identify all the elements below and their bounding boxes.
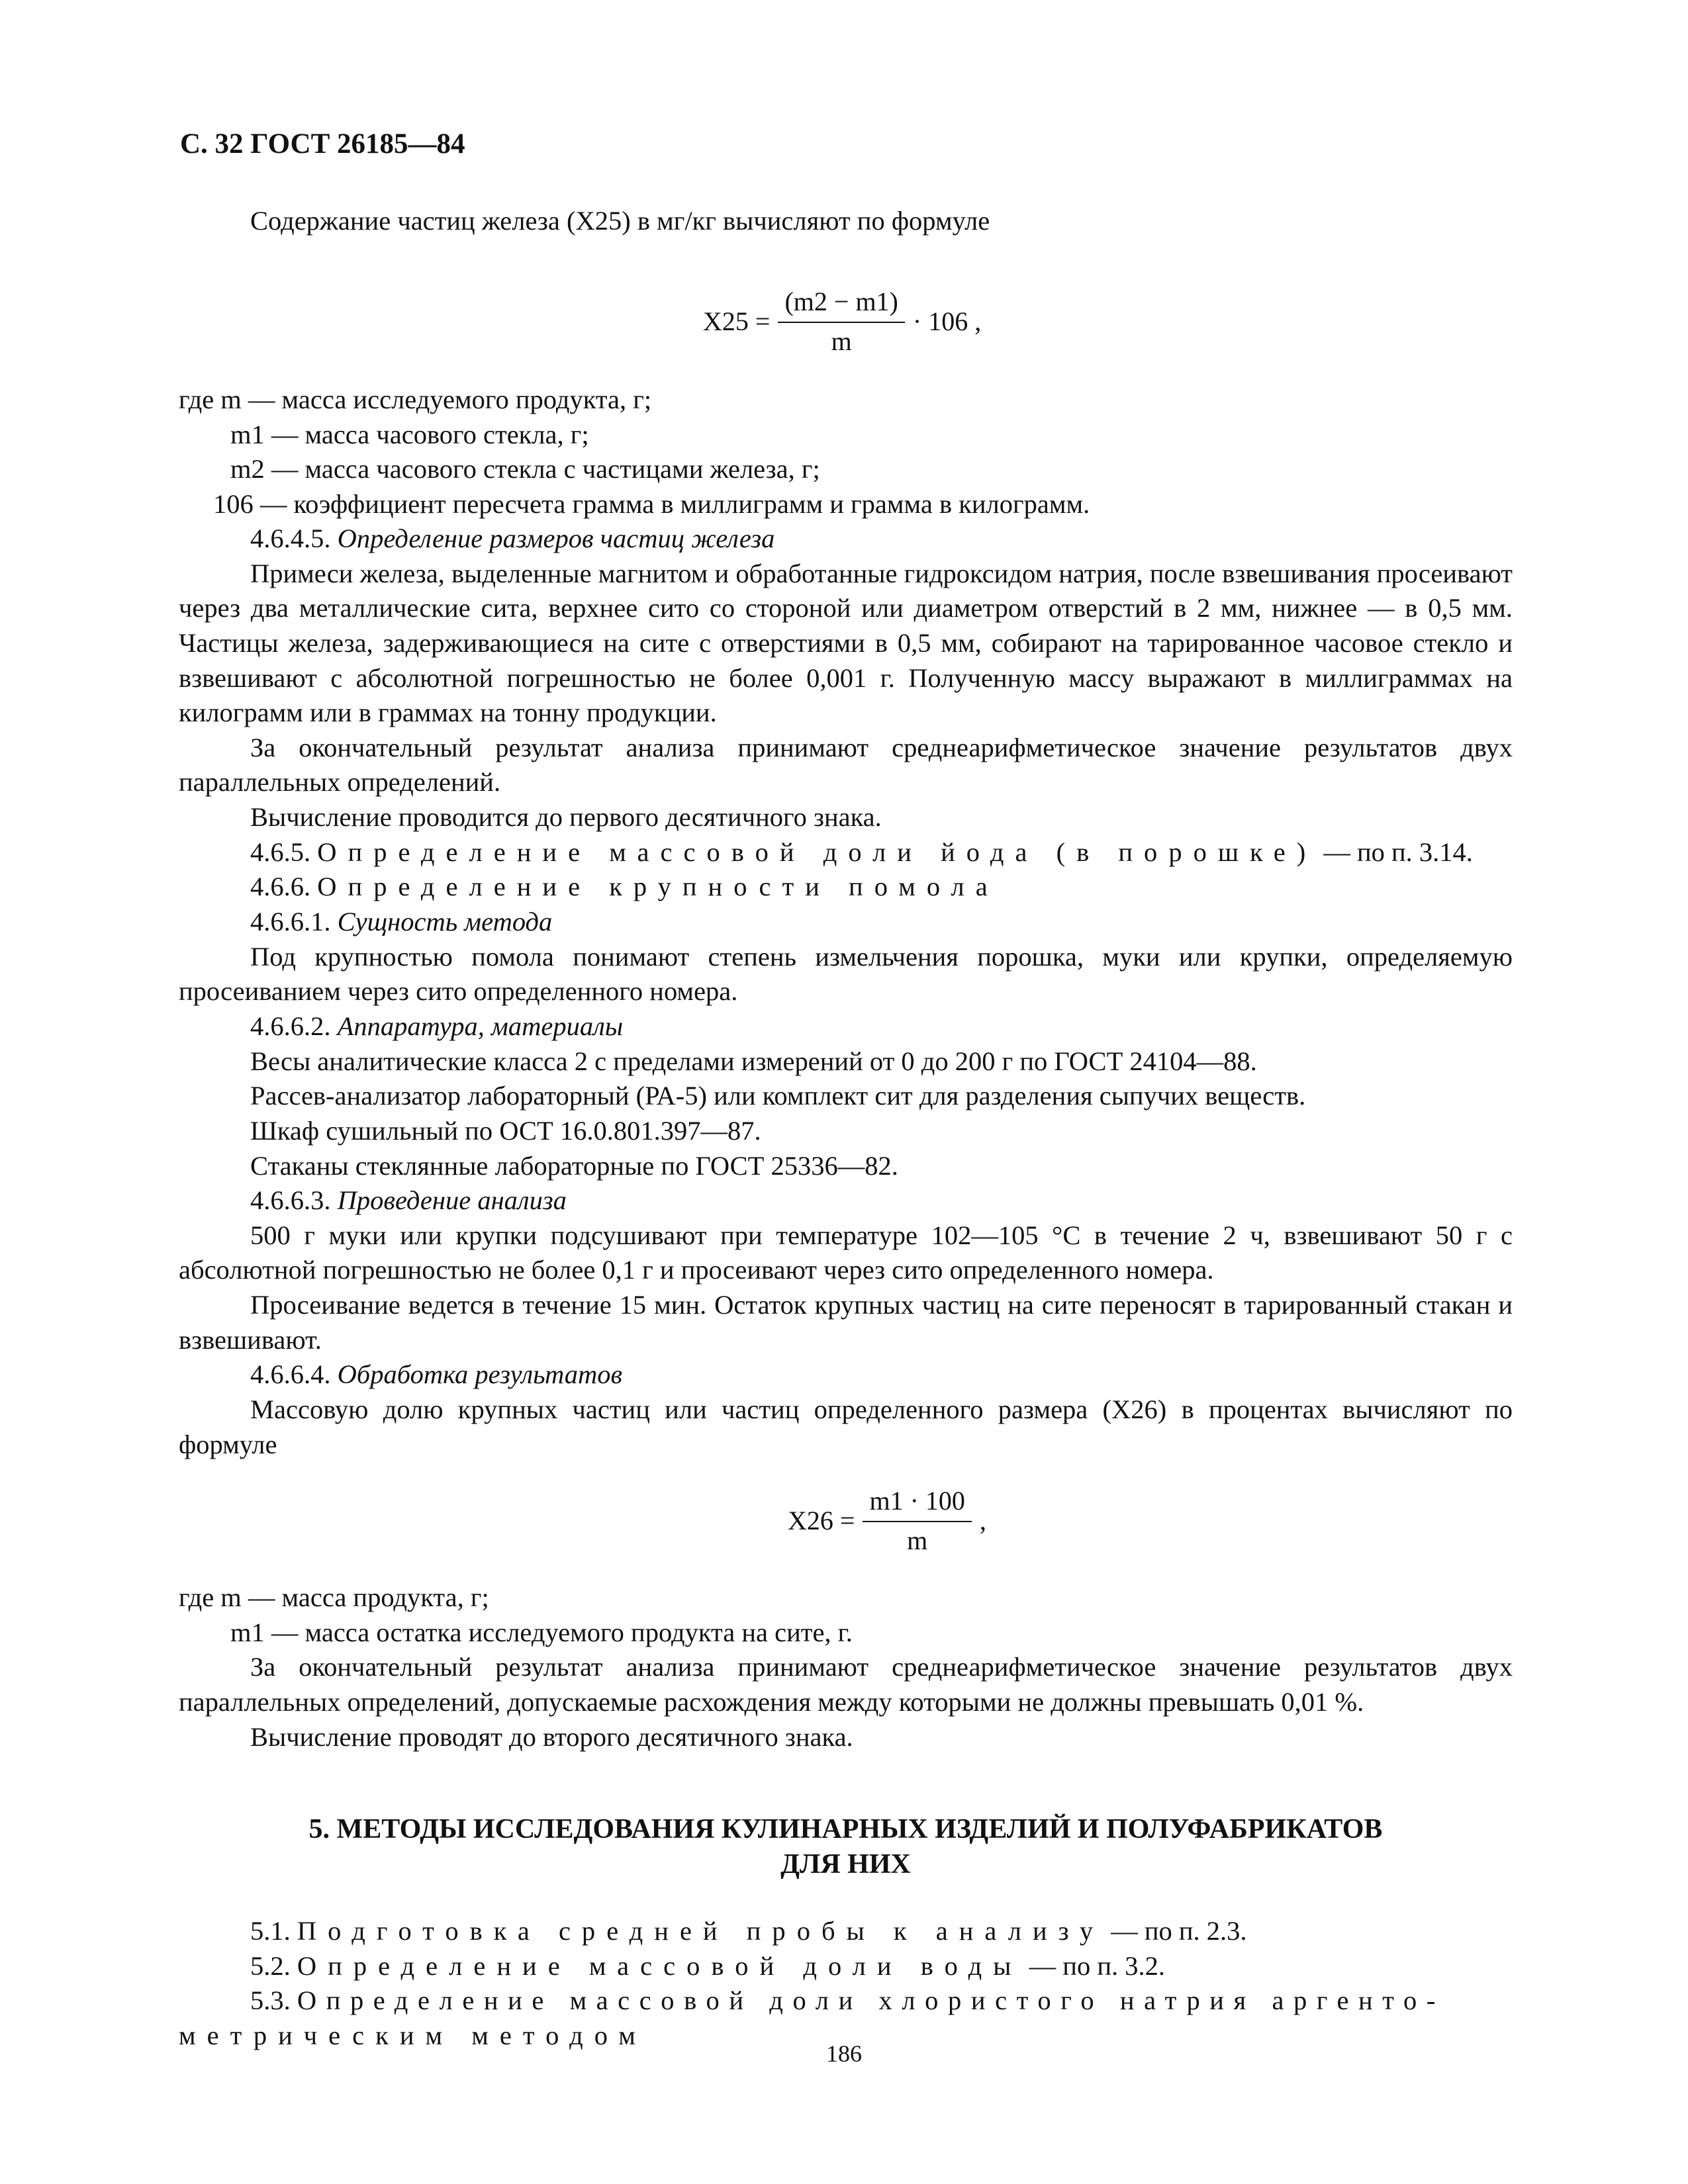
section-5-heading [179,1812,1513,1882]
section-4662-title: Аппаратура, материалы [337,1011,624,1041]
section-4662-heading [179,1009,1513,1044]
section-465-number: 4.6.5. [250,837,311,867]
section-52-title: Определение массовой доли воды [297,1950,1023,1981]
section-52-number: 5.2. [250,1950,291,1981]
formula-x26-fraction [863,1484,971,1558]
section-53 [179,1983,1513,2019]
equipment-item-4: Стаканы стеклянные лабораторные по ГОСТ 25336—82. [250,1150,898,1181]
formula-x26-tail: , [979,1506,986,1535]
intro-text: Содержание частиц железа (X25) в мг/кг вычисляют по формуле [250,206,990,236]
equipment-item-2: Рассев-анализатор лабораторный (РА-5) или комплект сит для разделения сыпучих веществ. [250,1081,1306,1111]
where-x26-line-1: где m — масса продукта, г; [179,1582,489,1612]
section-4664-number: 4.6.6.4. [250,1359,331,1390]
equipment-item-3: Шкаф сушильный по ОСТ 16.0.801.397—87. [250,1115,761,1146]
section-4661-heading [179,905,1513,940]
section-4645-title: Определение размеров частиц железа [337,523,775,553]
section-4645-number: 4.6.4.5. [250,523,331,553]
section-4645-paragraph-1: Примеси железа, выделенные магнитом и обработанные гидроксидом натрия, после взвешивания просеивают через два металлические сита, верхнее сито со стороной или диаметром отверстий в 2 мм, нижнее — в 0,5 мм. Частицы железа, задерживающиеся на сите с отверстиями в 0,5 мм, собирают на тарированное часовое стекло и взвешивают с абсолютной погрешностью не более 0,001 г. Полученную массу выражают в миллиграммах на килограмм или в граммах на тонну продукции. [179,558,1513,728]
section-466-heading [179,870,1513,905]
section-4664-heading [179,1357,1513,1392]
section-4661-paragraph: Под крупностью помола понимают степень измельчения порошка, муки или крупки, определяемую просеиванием через сито определенного номера. [179,941,1513,1007]
equipment-item-1: Весы аналитические класса 2 с пределами измерений от 0 до 200 г по ГОСТ 24104—88. [250,1046,1257,1076]
formula-x26-lhs: X26 = [788,1506,855,1535]
section-465-ref: — по п. 3.14. [1323,837,1473,867]
section-51-number: 5.1. [250,1916,291,1946]
section-4663-paragraph-1: 500 г муки или крупки подсушивают при температуре 102—105 °С в течение 2 ч, взвешивают 50 г с абсолютной погрешностью не более 0,1 г и просеивают через сито определенного номера. [179,1220,1513,1285]
section-53-title-line-1: Определение массовой доли хлористого натрия аргенто- [297,1985,1445,2016]
page-number: 186 [826,2040,862,2067]
section-4645-paragraph-3: Вычисление проводится до первого десятичного знака. [250,802,882,833]
section-4664-paragraph: Массовую долю крупных частиц или частиц определенного размера (X26) в процентах вычисляют по формуле [179,1394,1513,1459]
section-5-heading-line-2: ДЛЯ НИХ [780,1848,911,1880]
where-x25-line-2: m1 — масса часового стекла, г; [230,419,589,449]
section-53-title-line-2: метрическим методом [179,2020,647,2050]
section-466-title: Определение крупности помола [317,872,999,902]
section-4662-number: 4.6.6.2. [250,1011,331,1041]
section-4661-title: Сущность метода [337,907,553,937]
page-header: С. 32 ГОСТ 26185—84 [180,128,465,159]
where-block-x26 [179,1580,1513,1754]
where-x25-line-3: m2 — масса часового стекла с частицами железа, г; [230,454,820,484]
formula-x25 [703,285,981,359]
formula-x25-denominator: m [831,326,852,356]
section-4645-heading [179,522,1513,557]
section-53-number: 5.3. [250,1985,291,2016]
formula-x25-lhs: X25 = [703,306,771,336]
section-5-heading-line-1: 5. МЕТОДЫ ИССЛЕДОВАНИЯ КУЛИНАРНЫХ ИЗДЕЛИЙ И ПОЛУФАБРИКАТОВ [308,1814,1383,1844]
formula-x26 [788,1484,986,1558]
section-51-title: Подготовка средней пробы к анализу [297,1916,1105,1946]
main-body [179,522,1513,1462]
formula-x26-numerator: m1 · 100 [863,1484,971,1522]
section-52 [179,1949,1513,1984]
section-465-title: Определение массовой доли йода (в порошке) [317,837,1317,867]
formula-x25-fraction [778,285,904,359]
section-4645-paragraph-2: За окончательный результат анализа принимают среднеарифметическое значение результатов двух параллельных определений. [179,732,1513,797]
section-4663-heading [179,1183,1513,1218]
section-52-ref: — по п. 3.2. [1029,1950,1165,1981]
intro-paragraph [179,204,1513,239]
section-465-heading [179,835,1513,870]
section-51-ref: — по п. 2.3. [1111,1916,1247,1946]
section-4663-paragraph-2: Просеивание ведется в течение 15 мин. Остаток крупных частиц на сите переносят в тарированный стакан и взвешивают. [179,1290,1513,1355]
result-paragraph-2: Вычисление проводят до второго десятичного знака. [250,1721,853,1752]
formula-x25-numerator: (m2 − m1) [778,285,904,323]
section-466-number: 4.6.6. [250,872,311,902]
formula-x26-denominator: m [907,1525,928,1555]
section-4663-title: Проведение анализа [337,1185,567,1216]
section-5-body [179,1914,1513,2054]
where-x26-line-2: m1 — масса остатка исследуемого продукта на сите, г. [230,1617,853,1647]
where-x25-line-1: где m — масса исследуемого продукта, г; [179,385,652,414]
where-block-x25 [179,383,1513,522]
where-x25-line-4: 106 — коэффициент пересчета грамма в миллиграмм и грамма в килограмм. [213,488,1090,519]
section-4664-title: Обработка результатов [337,1359,623,1390]
formula-x25-tail: · 106 , [912,306,982,336]
section-4661-number: 4.6.6.1. [250,907,331,937]
result-paragraph-1: За окончательный результат анализа принимают среднеарифметическое значение результатов двух параллельных определений, допускаемые расхождения между которыми не должны превышать 0,01 %. [179,1652,1513,1717]
section-51 [179,1914,1513,1949]
section-4663-number: 4.6.6.3. [250,1185,331,1216]
